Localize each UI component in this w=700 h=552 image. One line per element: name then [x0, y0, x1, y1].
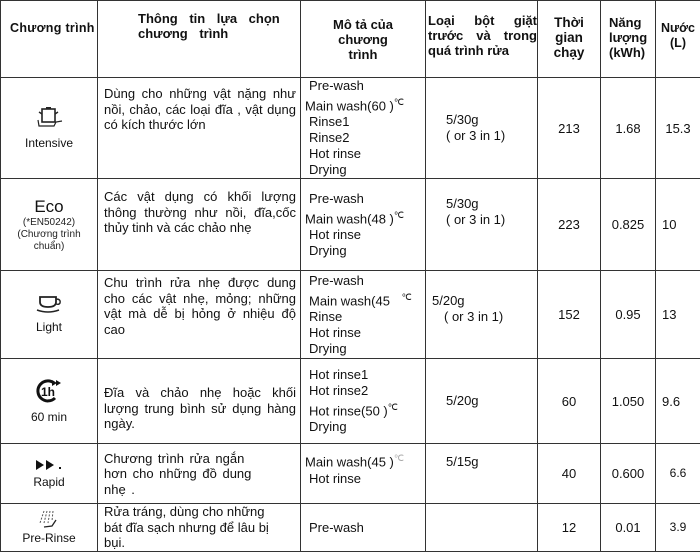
time-cell: 12: [538, 504, 601, 552]
program-info: Rửa tráng, dùng cho những bát đĩa sạch nhưng để lâu bị bụi.: [98, 504, 301, 552]
program-info: Chu trình rửa nhẹ được dung cho các vật nhẹ, mỏng; những vật mà dễ bị hỏng ở nhiệu độ cao: [98, 271, 301, 359]
energy-cell: 1.68: [601, 78, 656, 179]
water-cell: 15.3: [656, 78, 700, 179]
table-row: [1, 504, 700, 552]
program-info: Đĩa và chảo nhẹ hoặc khối lượng trung bình sử dụng hàng ngày.: [98, 359, 301, 444]
program-standard: (*EN50242): [1, 217, 97, 229]
program-steps: Pre-wash Main wash(48 )℃ Hot rinse Drying: [301, 179, 426, 271]
detergent-cell: 5/15g: [426, 444, 538, 504]
program-steps: Main wash(45 )℃ Hot rinse: [301, 444, 426, 504]
time-cell: 60: [538, 359, 601, 444]
program-cell: [1, 504, 98, 552]
header-detergent: Loại bột giặt trước và trong quá trình rửa: [426, 1, 538, 78]
celsius-icon: ℃: [394, 453, 404, 463]
program-steps: Pre-wash: [301, 504, 426, 552]
program-steps: Pre-wash Main wash(60 )℃ Rinse1 Rinse2 Hot rinse Drying: [301, 78, 426, 179]
spray-hand-icon: [34, 509, 64, 529]
celsius-icon: ℃: [394, 210, 404, 220]
header-time: [538, 1, 601, 78]
table-row: [1, 271, 700, 359]
time-cell: 40: [538, 444, 601, 504]
program-name: Pre-Rinse: [1, 531, 97, 546]
celsius-icon: ℃: [388, 402, 398, 412]
energy-cell: 0.01: [601, 504, 656, 552]
program-cell: [1, 179, 98, 271]
program-name: 60 min: [1, 410, 97, 425]
program-steps: Hot rinse1 Hot rinse2 Hot rinse(50 )℃ Drying: [301, 359, 426, 444]
program-name: Intensive: [1, 136, 97, 151]
time-cell: 152: [538, 271, 601, 359]
header-description-text: Mô tả của chương trình: [323, 17, 403, 62]
program-name: Light: [1, 320, 97, 335]
svg-text:1h: 1h: [41, 385, 55, 399]
energy-cell: 0.95: [601, 271, 656, 359]
header-row: [1, 1, 700, 78]
table-row: [1, 179, 700, 271]
program-cell: [1, 359, 98, 444]
detergent-cell: 5/30g ( or 3 in 1): [426, 78, 538, 179]
program-cell: [1, 444, 98, 504]
program-steps: Pre-wash Main wash(45 ℃ Rinse Hot rinse Drying: [301, 271, 426, 359]
program-name: Rapid: [1, 475, 97, 490]
program-info: Chương trình rửa ngắn hơn cho những đồ dung nhẹ .: [98, 444, 301, 504]
water-cell: 9.6: [656, 359, 700, 444]
time-cell: 213: [538, 78, 601, 179]
water-cell: 13: [656, 271, 700, 359]
detergent-cell: 5/30g ( or 3 in 1): [426, 179, 538, 271]
pot-icon: [34, 106, 64, 130]
header-water: Nước (L): [656, 1, 700, 78]
water-cell: 3.9: [656, 504, 700, 552]
celsius-icon: ℃: [394, 97, 404, 107]
table-row: [1, 78, 700, 179]
detergent-cell: [426, 504, 538, 552]
cup-icon: [34, 294, 64, 314]
energy-cell: 0.825: [601, 179, 656, 271]
detergent-cell: 5/20g: [426, 359, 538, 444]
table-row: [1, 444, 700, 504]
program-note: (Chương trình chuẩn): [1, 229, 97, 253]
water-cell: 6.6: [656, 444, 700, 504]
header-description: [301, 1, 426, 78]
celsius-icon: ℃: [402, 292, 412, 302]
time-cell: 223: [538, 179, 601, 271]
program-info: Dùng cho những vật nặng như nồi, chảo, các loại đĩa , vật dụng có kích thước lớn: [98, 78, 301, 179]
energy-cell: 1.050: [601, 359, 656, 444]
header-time-text: Thời gian chạy: [551, 15, 587, 60]
header-energy: Năng lượng (kWh): [601, 1, 656, 78]
program-cell: [1, 78, 98, 179]
energy-cell: 0.600: [601, 444, 656, 504]
detergent-cell: 5/20g ( or 3 in 1): [426, 271, 538, 359]
program-cell: [1, 271, 98, 359]
water-cell: 10: [656, 179, 700, 271]
header-info: Thông tin lựa chọn chương trình: [98, 1, 301, 78]
fast-forward-icon: [32, 458, 66, 472]
program-info: Các vật dụng có khối lượng thông thường như nồi, đĩa,cốc thủy tinh và các chảo nhẹ: [98, 179, 301, 271]
one-hour-icon: [34, 378, 64, 404]
header-program: Chương trình: [1, 1, 98, 78]
program-name: Eco: [1, 197, 97, 217]
table-row: [1, 359, 700, 444]
